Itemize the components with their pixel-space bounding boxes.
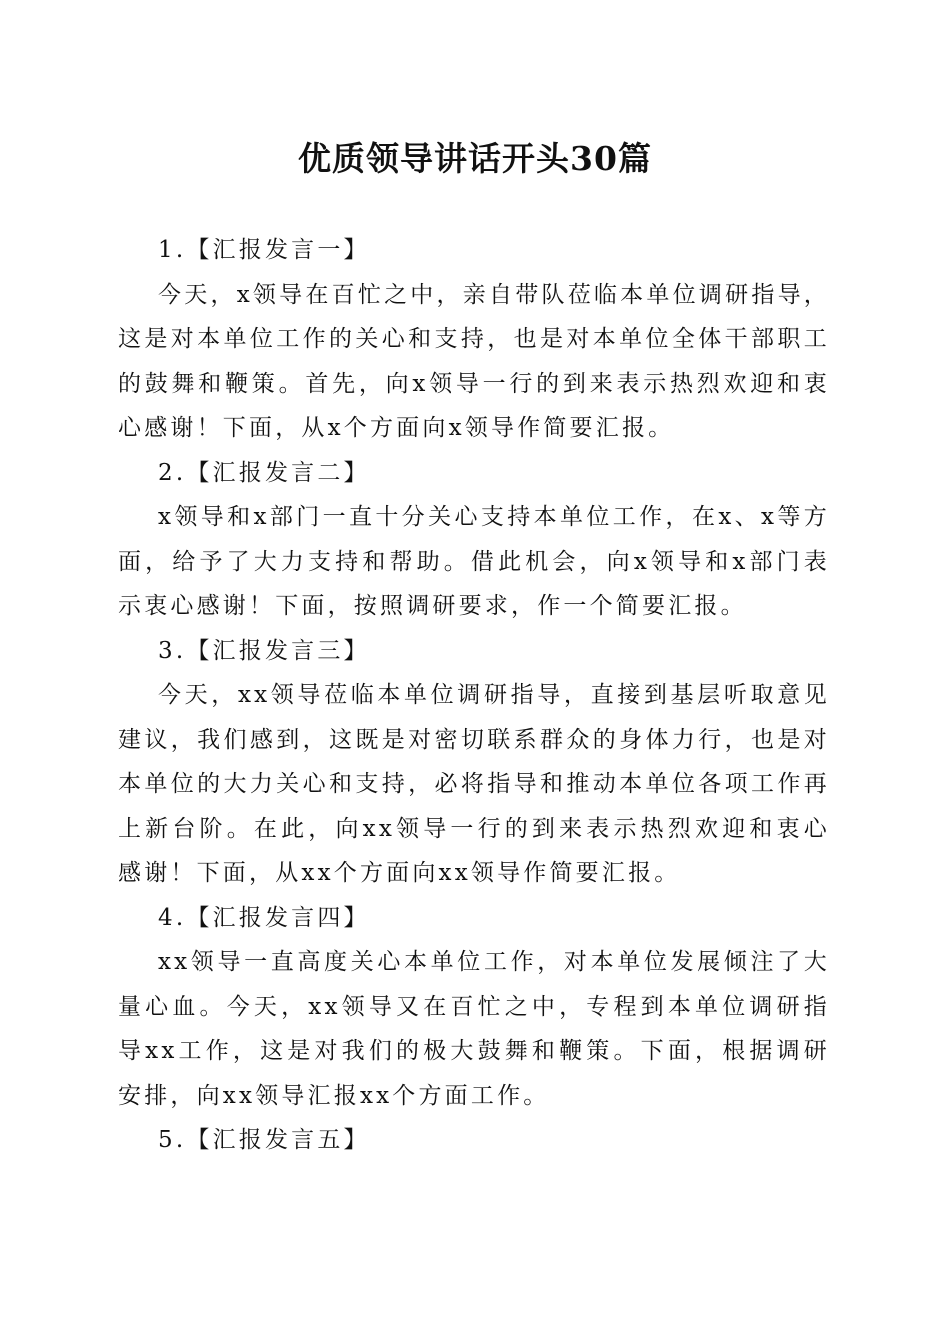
section-heading-4: 4.【汇报发言四】	[158, 904, 370, 931]
section-heading-1: 1.【汇报发言一】	[158, 237, 370, 263]
section-heading-5: 5.【汇报发言五】	[158, 1127, 370, 1153]
section-paragraph-1: 今天，x领导在百忙之中，亲自带队莅临本单位调研指导，这是对本单位工作的关心和支持，也是对本单位全体干部职工的鼓舞和鞭策。首先，向x领导一行的到来表示热烈欢迎和衷心感谢！下面，从x个方面向x领导作简要汇报。	[118, 281, 830, 441]
section-heading-2: 2.【汇报发言二】	[158, 459, 370, 486]
document-body	[118, 228, 830, 1163]
section-paragraph-2: x领导和x部门一直十分关心支持本单位工作，在x、x等方面，给予了大力支持和帮助。借此机会，向x领导和x部门表示衷心感谢！下面，按照调研要求，作一个简要汇报。	[118, 504, 830, 619]
document-title: 优质领导讲话开头30篇	[298, 139, 652, 178]
section-paragraph-4: xx领导一直高度关心本单位工作，对本单位发展倾注了大量心血。今天，xx领导又在百忙之中，专程到本单位调研指导xx工作，这是对我们的极大鼓舞和鞭策。下面，根据调研安排，向xx领导汇报xx个方面工作。	[118, 949, 830, 1109]
section-paragraph-3: 今天，xx领导莅临本单位调研指导，直接到基层听取意见建议，我们感到，这既是对密切联系群众的身体力行，也是对本单位的大力关心和支持，必将指导和推动本单位各项工作再上新台阶。在此，向xx领导一行的到来表示热烈欢迎和衷心感谢！下面，从xx个方面向xx领导作简要汇报。	[118, 682, 830, 886]
section-heading-3: 3.【汇报发言三】	[158, 637, 370, 664]
